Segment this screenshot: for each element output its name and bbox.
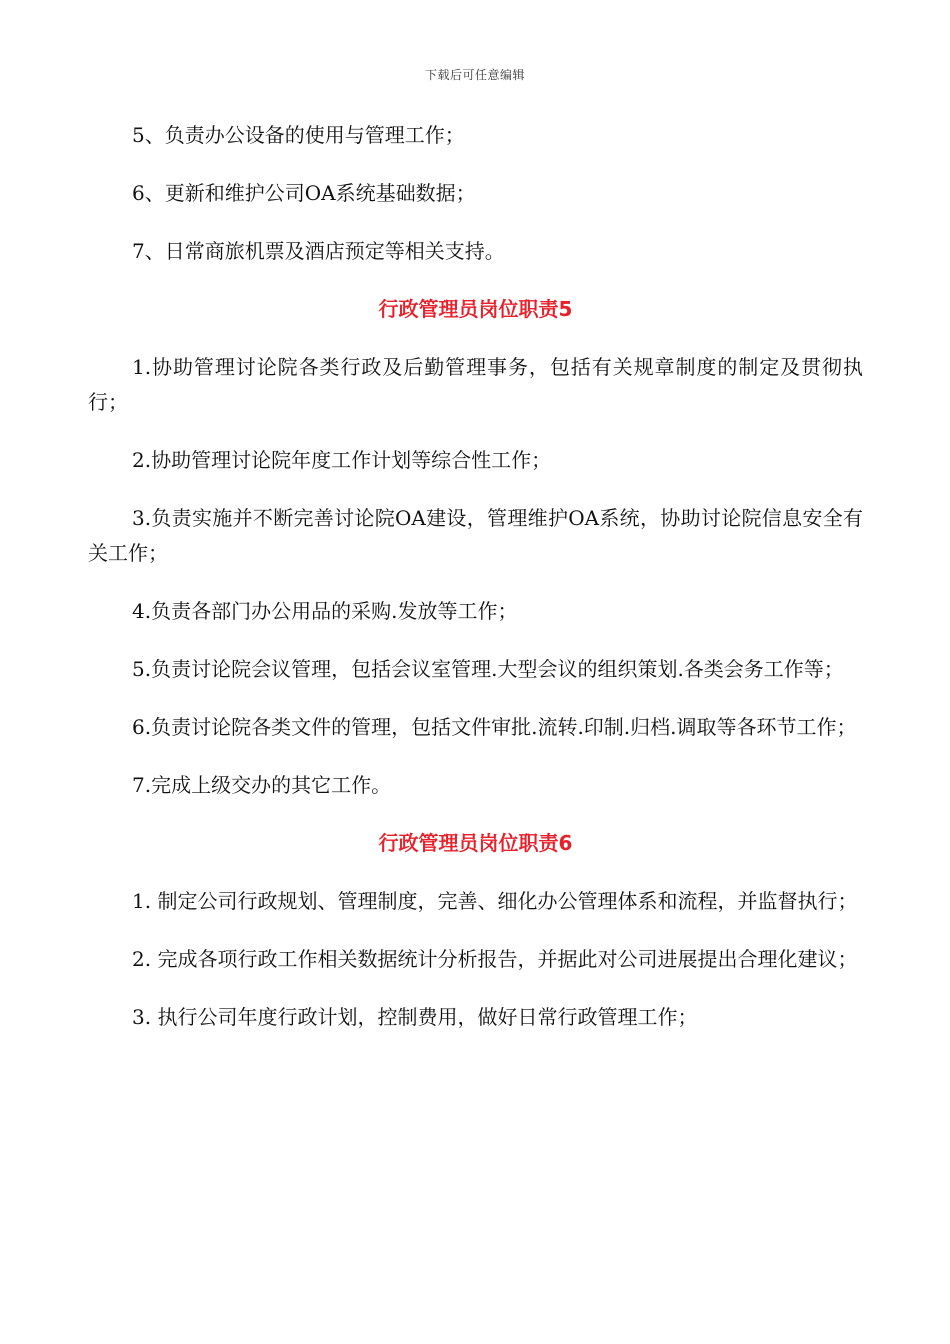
paragraph: 3.负责实施并不断完善讨论院OA建设，管理维护OA系统，协助讨论院信息安全有关工作； (88, 506, 863, 565)
paragraph: 1. 制定公司行政规划、管理制度，完善、细化办公管理体系和流程，并监督执行； (132, 889, 858, 913)
page-header: 下载后可任意编辑 (424, 68, 525, 82)
paragraph: 6.负责讨论院各类文件的管理，包括文件审批.流转.印制.归档.调取等各环节工作； (132, 715, 857, 739)
paragraph: 5.负责讨论院会议管理，包括会议室管理.大型会议的组织策划.各类会务工作等； (132, 657, 844, 681)
paragraph: 5、负责办公设备的使用与管理工作； (132, 123, 465, 147)
paragraph: 4.负责各部门办公用品的采购.发放等工作； (132, 599, 518, 623)
paragraph: 7、日常商旅机票及酒店预定等相关支持。 (132, 239, 505, 263)
paragraph: 2. 完成各项行政工作相关数据统计分析报告，并据此对公司进展提出合理化建议； (132, 947, 858, 971)
paragraph: 1.协助管理讨论院各类行政及后勤管理事务，包括有关规章制度的制定及贯彻执行； (88, 355, 863, 414)
section-heading: 行政管理员岗位职责5 (378, 297, 573, 321)
paragraph: 6、更新和维护公司OA系统基础数据； (132, 181, 476, 205)
paragraph: 3. 执行公司年度行政计划，控制费用，做好日常行政管理工作； (132, 1005, 698, 1029)
document-body (88, 118, 863, 1058)
section-heading: 行政管理员岗位职责6 (378, 831, 573, 855)
paragraph: 2.协助管理讨论院年度工作计划等综合性工作； (132, 448, 552, 472)
paragraph: 7.完成上级交办的其它工作。 (132, 773, 392, 797)
